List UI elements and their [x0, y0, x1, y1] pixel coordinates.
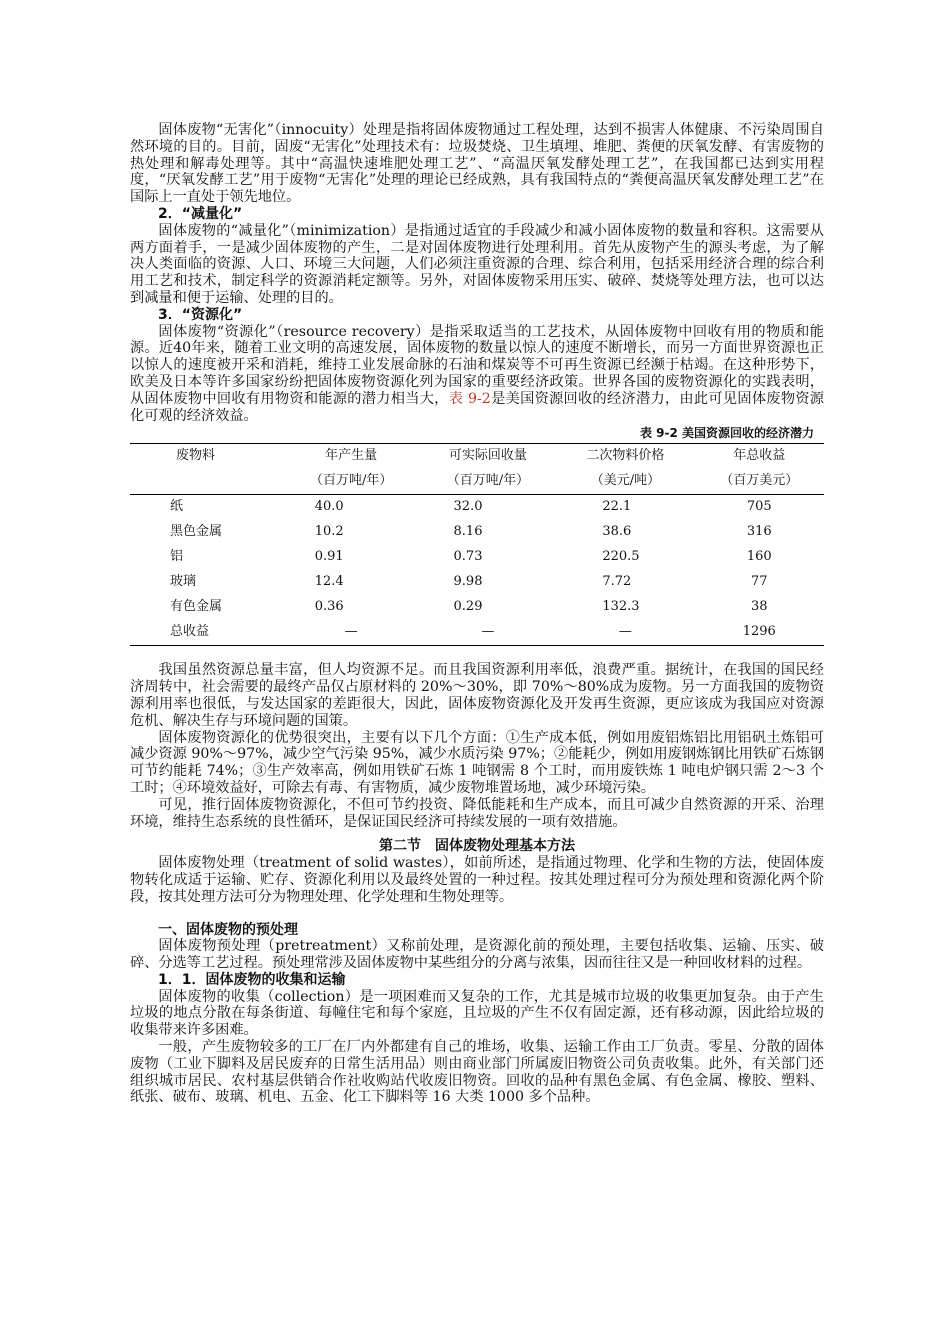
cell-annual-output: —: [283, 620, 420, 646]
unit-annual-revenue: （百万美元）: [694, 469, 824, 495]
cell-annual-output: 12.4: [314, 574, 344, 590]
cell-secondary-price: 7.72: [602, 574, 632, 590]
table-row: [130, 545, 824, 570]
table-row: [130, 495, 824, 521]
paragraph-pretreatment: 固体废物预处理（pretreatment）又称前处理，是资源化前的预处理，主要包括收集、运输、压实、破碎、分选等工艺过程。预处理常涉及固体废物中某些组分的分离与浓集，因而往往又是一种回收材料的过程。: [130, 938, 824, 972]
paragraph-general: 一般，产生废物较多的工厂在厂内外都建有自己的堆场，收集、运输工作由工厂负责。零星、分散的固体废物（工业下脚料及居民废弃的日常生活用品）则由商业部门所属废旧物资公司负责收集。此外，有关部门还组织城市居民、农村基层供销合作社收购站代收废旧物资。回收的品种有黑色金属、有色金属、橡胶、塑料、纸张、破布、玻璃、机电、五金、化工下脚料等 16 大类 1000 多个品种。: [130, 1039, 824, 1106]
heading-minimization: 2．“减量化”: [158, 205, 243, 222]
cell-annual-output: 40.0: [314, 499, 344, 515]
header-material: 废物料: [130, 444, 283, 470]
paragraph-china-resources: 我国虽然资源总量丰富，但人均资源不足。而且我国资源利用率低，浪费严重。据统计，在我国的国民经济周转中，社会需要的最终产品仅占原材料的 20%～30%，即 70%～80%成为废物。另一方面我国的废物资源利用率也很低，与发达国家的差距很大，因此，固体废物资源化及开发再生资源，更应该成为我国应对资源危机、解决生存与环境问题的国策。: [130, 662, 824, 729]
cell-secondary-price: 38.6: [602, 524, 632, 540]
cell-recoverable: 9.98: [453, 574, 483, 590]
header-recoverable: 可实际回收量: [420, 444, 557, 470]
unit-material: [130, 469, 283, 495]
unit-recoverable: （百万吨/年）: [420, 469, 557, 495]
table-row: [130, 595, 824, 620]
cell-recoverable: 0.73: [453, 549, 483, 565]
table-row: [130, 520, 824, 545]
section-heading: 第二节 固体废物处理基本方法: [379, 838, 575, 855]
paragraph-collection: 固体废物的收集（collection）是一项困难而又复杂的工作，尤其是城市垃圾的收集更加复杂。由于产生垃圾的地点分散在每条街道、每幢住宅和每个家庭，且垃圾的产生不仅有固定源，还有移动源，因此给垃圾的收集带来许多困难。: [130, 988, 824, 1039]
cell-material: 总收益: [130, 620, 283, 646]
paragraph-advantages: 固体废物资源化的优势很突出，主要有以下几个方面：①生产成本低，例如用废铝炼铝比用铝矾土炼铝可减少资源 90%～97%，减少空气污染 95%，减少水质污染 97%；②能耗少，例如用废钢炼钢比用铁矿石炼钢可节约能耗 74%；③生产效率高，例如用铁矿石炼 1 吨钢需 8 个工时，而用废铁炼 1 吨电炉钢只需 2～3 个工时；④环境效益好，可除去有毒、有害物质，减少废物堆置场地，减少环境污染。: [130, 729, 824, 796]
cell-secondary-price: 22.1: [602, 499, 632, 515]
cell-recoverable: 0.29: [453, 599, 483, 615]
cell-recoverable: 8.16: [453, 524, 483, 540]
cell-annual-output: 0.36: [314, 599, 344, 615]
cell-secondary-price: 132.3: [602, 599, 640, 615]
paragraph-treatment-intro: 固体废物处理（treatment of solid wastes），如前所述，是指通过物理、化学和生物的方法，使固体废物转化成适于运输、贮存、资源化利用以及最终处置的一种过程。按其处理过程可分为预处理和资源化两个阶段，按其处理方法可分为物理处理、化学处理和生物处理等。: [130, 855, 824, 905]
resource-text-before: 固体废物“资源化”（resource recovery）是指采取适当的工艺技术，从固体废物中回收有用的物质和能源。近40年来，随着工业文明的高速发展，固体废物的数量以惊人的速度不断增长，而另一方面世界资源也正以惊人的速度被开采和消耗，维持工业发展命脉的石油和煤炭等不可再生资源已经濒于枯竭。在这种形势下，欧美及日本等许多国家纷纷把固体废物资源化列为国家的重要经济政策。世界各国的废物资源化的实践表明，从固体废物中回收有用物资和能源的潜力相当大，: [130, 323, 824, 407]
cell-annual-output: 10.2: [314, 524, 344, 540]
resource-text-after: 是美国资源回收的经济潜力，由此可见固体废物资源化可观的经济效益。: [130, 390, 824, 424]
cell-annual-revenue: 160: [746, 549, 772, 565]
header-annual-revenue: 年总收益: [694, 444, 824, 470]
resource-recovery-table: [130, 443, 824, 646]
cell-material: 玻璃: [170, 574, 197, 590]
paragraph-innocuity: 固体废物“无害化”（innocuity）处理是指将固体废物通过工程处理，达到不损害人体健康、不污染周围自然环境的目的。目前，固废“无害化”处理技术有：垃圾焚烧、卫生填埋、堆肥、粪便的厌氧发酵、有害废物的热处理和解毒处理等。其中“高温快速堆肥处理工艺”、“高温厌氧发酵处理工艺”，在我国都已达到实用程度，“厌氧发酵工艺”用于废物“无害化”处理的理论已经成熟，具有我国特点的“粪便高温厌氧发酵处理工艺”在国际上一直处于领先地位。: [130, 122, 824, 206]
unit-annual-output: （百万吨/年）: [283, 469, 420, 495]
cell-material: 黑色金属: [170, 524, 223, 540]
cell-annual-revenue: 38: [750, 599, 768, 615]
heading-collection: 1．1．固体废物的收集和运输: [158, 971, 346, 988]
cell-secondary-price: —: [556, 620, 694, 646]
cell-secondary-price: 220.5: [602, 549, 640, 565]
cell-recoverable: —: [420, 620, 557, 646]
cell-annual-revenue: 705: [746, 499, 772, 515]
cell-annual-revenue: 77: [750, 574, 768, 590]
cell-material: 有色金属: [170, 599, 223, 615]
unit-secondary-price: （美元/吨）: [556, 469, 694, 495]
cell-annual-revenue: 316: [746, 524, 772, 540]
table-caption: 表 9-2 美国资源回收的经济潜力: [639, 426, 814, 441]
cell-material: 纸: [170, 499, 184, 515]
heading-resource-recovery: 3．“资源化”: [158, 306, 243, 323]
paragraph-conclusion: 可见，推行固体废物资源化，不但可节约投资、降低能耗和生产成本，而且可减少自然资源的开采、治理环境，维持生态系统的良性循环，是保证国民经济可持续发展的一项有效措施。: [130, 796, 824, 830]
header-secondary-price: 二次物料价格: [556, 444, 694, 470]
document-page: [130, 122, 824, 1106]
table-reference-link[interactable]: 表 9-2: [448, 390, 491, 407]
table-units-row: [130, 469, 824, 495]
paragraph-resource-recovery: [130, 324, 824, 425]
paragraph-minimization: 固体废物的“减量化”（minimization）是指通过适宜的手段减少和减小固体废物的数量和容积。这需要从两方面着手，一是减少固体废物的产生，二是对固体废物进行处理利用。首先从废物产生的源头考虑，为了解决人类面临的资源、人口、环境三大问题，人们必须注重资源的合理、综合利用，包括采用经济合理的综合利用工艺和技术，制定科学的资源消耗定额等。另外，对固体废物采用压实、破碎、焚烧等处理方法，也可以达到减量和便于运输、处理的目的。: [130, 222, 824, 306]
cell-material: 铝: [170, 549, 184, 565]
cell-annual-output: 0.91: [314, 549, 344, 565]
header-annual-output: 年产生量: [283, 444, 420, 470]
table-row-total: [130, 620, 824, 646]
cell-annual-revenue: 1296: [694, 620, 824, 646]
table-row: [130, 570, 824, 595]
heading-pretreatment: 一、固体废物的预处理: [158, 921, 298, 938]
cell-recoverable: 32.0: [453, 499, 483, 515]
table-header-row: [130, 444, 824, 470]
